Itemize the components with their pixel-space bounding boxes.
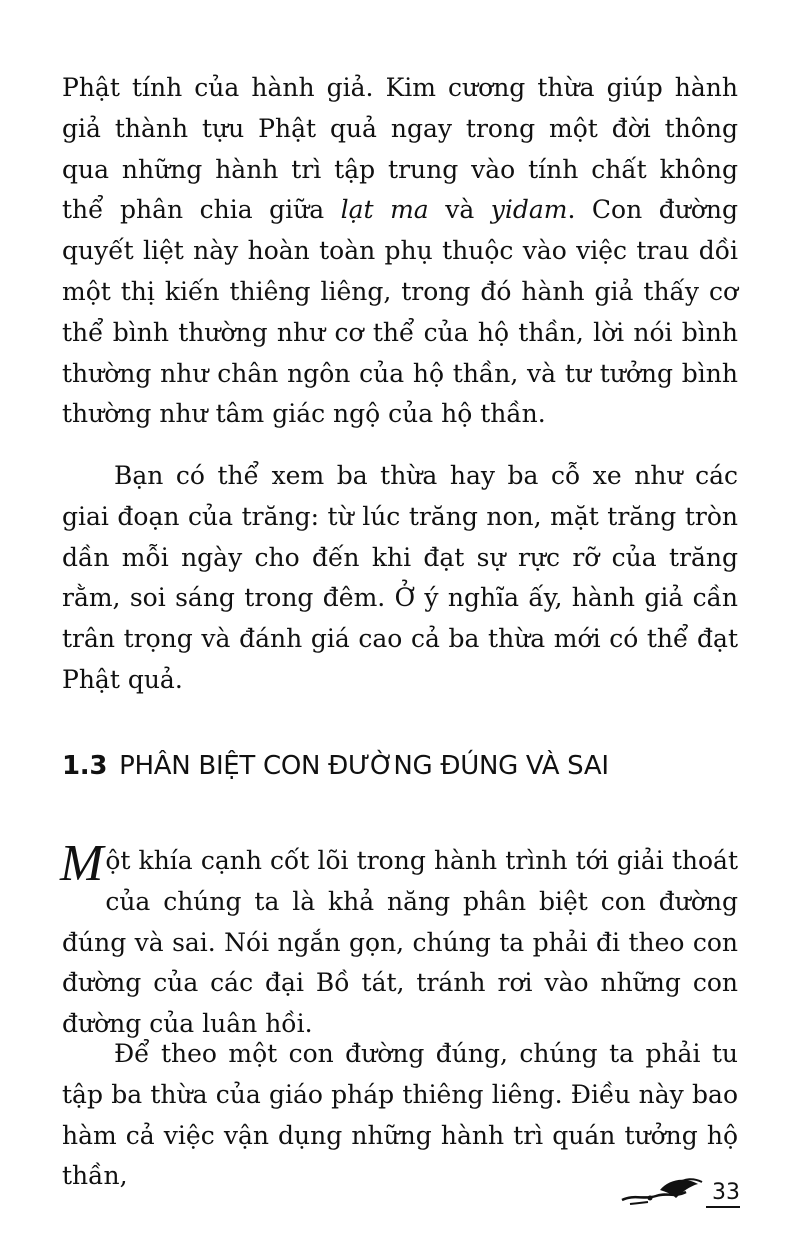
paragraph-text-continued: . Con đường quyết liệt này hoàn toàn phụ thuộc vào việc trau dồi một thị kiến thiêng liêng, trong đó hành giả thấy cơ thể bình thường như cơ thể của hộ thần, lời nói bình thường như chân ngôn của hộ thần, và tư tưởng bình thường như tâm giác ngộ của hộ thần. xyxy=(62,195,738,429)
term-lama: lạt ma xyxy=(340,195,429,225)
paragraph: Để theo một con đường đúng, chúng ta phải tu tập ba thừa của giáo pháp thiêng liêng. Điều này bao hàm cả việc vận dụng những hành trì quán tưởng hộ thần, xyxy=(62,1039,738,1191)
term-yidam: yidam xyxy=(490,195,568,225)
paragraph xyxy=(62,68,738,435)
paragraph xyxy=(60,835,738,1045)
page-footer xyxy=(620,1168,740,1216)
conjunction: và xyxy=(445,195,475,225)
section-heading xyxy=(62,751,609,781)
paragraph: Bạn có thể xem ba thừa hay ba cỗ xe như các giai đoạn của trăng: từ lúc trăng non, mặt trăng tròn dần mỗi ngày cho đến khi đạt sự rực rỡ của trăng rằm, soi sáng trong đêm. Ở ý nghĩa ấy, hành giả cần trân trọng và đánh giá cao cả ba thừa mới có thể đạt Phật quả. xyxy=(62,461,738,694)
page-number: 33 xyxy=(712,1180,740,1205)
ornament-icon xyxy=(620,1174,710,1208)
footer-rule xyxy=(706,1206,740,1208)
drop-cap: M xyxy=(60,835,104,892)
section-title: PHÂN BIỆT CON ĐƯỜNG ĐÚNG VÀ SAI xyxy=(119,751,609,781)
paragraph-text: Phật tính của hành giả. Kim cương thừa giúp hành giả thành tựu Phật quả ngay trong một đời thông qua những hành trì tập trung vào tính chất không thể phân chia giữa xyxy=(62,73,738,225)
section-number: 1.3 xyxy=(62,751,108,781)
paragraph-text: ột khía cạnh cốt lõi trong hành trình tới giải thoát của chúng ta là khả năng phân biệt con đường đúng và sai. Nói ngắn gọn, chúng ta phải đi theo con đường của các đại Bồ tát, tránh rơi vào những con đường của luân hồi. xyxy=(62,846,738,1039)
